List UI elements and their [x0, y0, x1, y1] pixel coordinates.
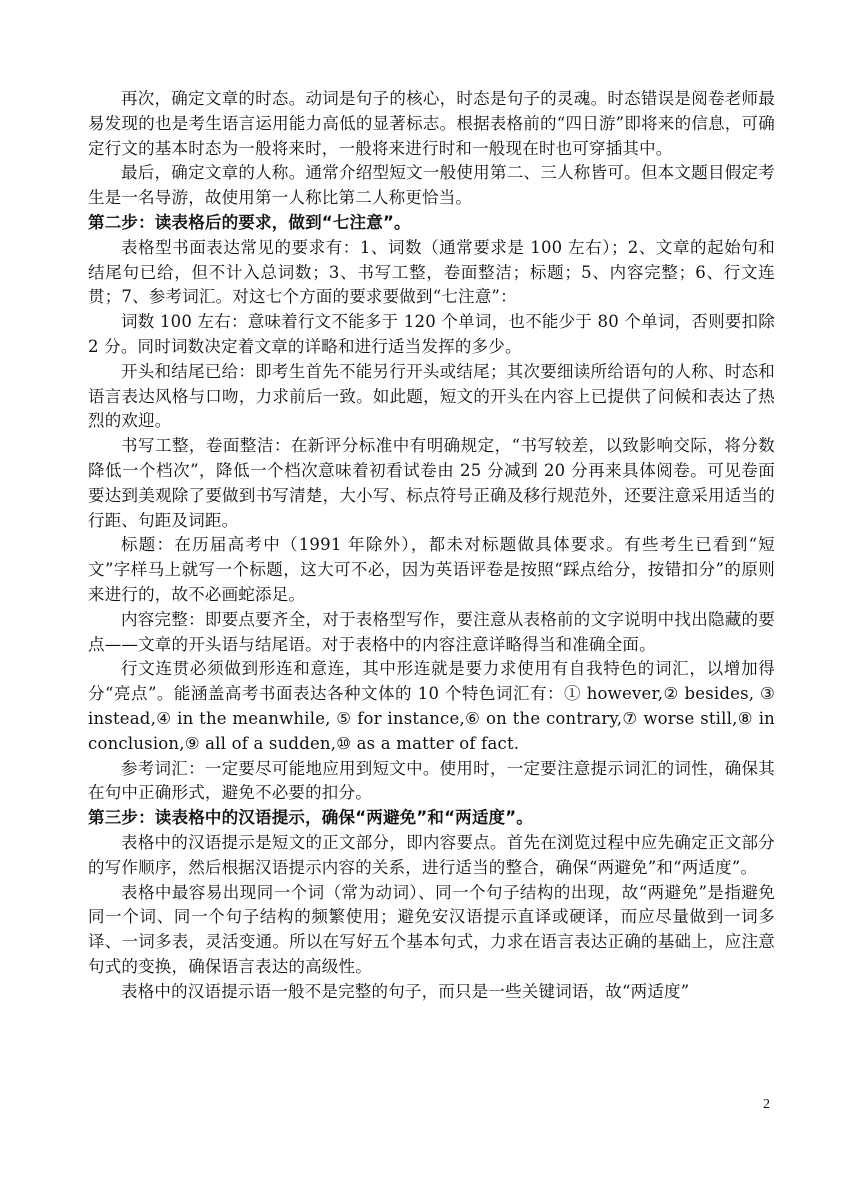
paragraph: 表格中的汉语提示是短文的正文部分，即内容要点。首先在浏览过程中应先确定正文部分的写作顺序，然后根据汉语提示内容的关系，进行适当的整合，确保“两避免”和“两适度”。	[88, 832, 775, 877]
paragraph: 开头和结尾已给：即考生首先不能另行开头或结尾；其次要细读所给语句的人称、时态和语言表达风格与口吻，力求前后一致。如此题，短文的开头在内容上已提供了问候和表达了热烈的欢迎。	[88, 361, 775, 431]
paragraph: 表格中的汉语提示语一般不是完整的句子，而只是一些关键词语，故“两适度”	[121, 981, 690, 1001]
paragraph: 内容完整：即要点要齐全，对于表格型写作，要注意从表格前的文字说明中找出隐藏的要点——文章的开头语与结尾语。对于表格中的内容注意详略得当和准确全面。	[88, 609, 775, 654]
paragraph: 参考词汇：一定要尽可能地应用到短文中。使用时，一定要注意提示词汇的词性，确保其在句中正确形式，避免不必要的扣分。	[88, 758, 775, 803]
section-heading: 第二步：读表格后的要求，做到“七注意”。	[88, 212, 411, 232]
paragraph: 表格型书面表达常见的要求有：1、词数（通常要求是 100 左右）；2、文章的起始句和结尾句已给，但不计入总词数；3、书写工整，卷面整洁；标题；5、内容完整；6、行文连贯；7、参考词汇。对这七个方面的要求要做到“七注意”：	[88, 237, 775, 307]
paragraph: 词数 100 左右：意味着行文不能多于 120 个单词，也不能少于 80 个单词，否则要扣除 2 分。同时词数决定着文章的详略和进行适当发挥的多少。	[88, 312, 775, 356]
page-number: 2	[763, 1097, 770, 1112]
paragraph: 再次，确定文章的时态。动词是句子的核心，时态是句子的灵魂。时态错误是阅卷老师最易发现的也是考生语言运用能力高低的显著标志。根据表格前的“四日游”即将来的信息，可确定行文的基本时态为一般将来时，一般将来进行时和一般现在时也可穿插其中。	[88, 89, 775, 158]
paragraph: 行文连贯必须做到形连和意连，其中形连就是要力求使用有自我特色的词汇，以增加得分“亮点”。能涵盖高考书面表达各种文体的 10 个特色词汇有：① however,② besides, ③ instead,④ in the meanwhile, ⑤ for instance,⑥ on the contrary,⑦ worse still,⑧ in conclusion,⑨ all of a sudden,⑩ as a matter of fact.	[88, 659, 775, 753]
section-heading: 第三步：读表格中的汉语提示，确保“两避免”和“两适度”。	[88, 808, 533, 828]
paragraph: 标题：在历届高考中（1991 年除外），都未对标题做具体要求。有些考生已看到“短文”字样马上就写一个标题，这大可不必，因为英语评卷是按照“踩点给分，按错扣分”的原则来进行的，故不必画蛇添足。	[88, 535, 775, 604]
document-body	[88, 87, 775, 1004]
paragraph: 表格中最容易出现同一个词（常为动词）、同一个句子结构的出现，故“两避免”是指避免同一个词、同一个句子结构的频繁使用；避免安汉语提示直译或硬译，而应尽量做到一词多译、一词多表，灵活变通。所以在写好五个基本句式，力求在语言表达正确的基础上，应注意句式的变换，确保语言表达的高级性。	[88, 882, 775, 976]
paragraph: 书写工整，卷面整洁：在新评分标准中有明确规定，“书写较差，以致影响交际，将分数降低一个档次”，降低一个档次意味着初看试卷由 25 分减到 20 分再来具体阅卷。可见卷面要达到美观除了要做到书写清楚，大小写、标点符号正确及移行规范外，还要注意采用适当的行距、句距及词距。	[88, 436, 775, 530]
paragraph: 最后，确定文章的人称。通常介绍型短文一般使用第二、三人称皆可。但本文题目假定考生是一名导游，故使用第一人称比第二人称更恰当。	[88, 163, 775, 208]
